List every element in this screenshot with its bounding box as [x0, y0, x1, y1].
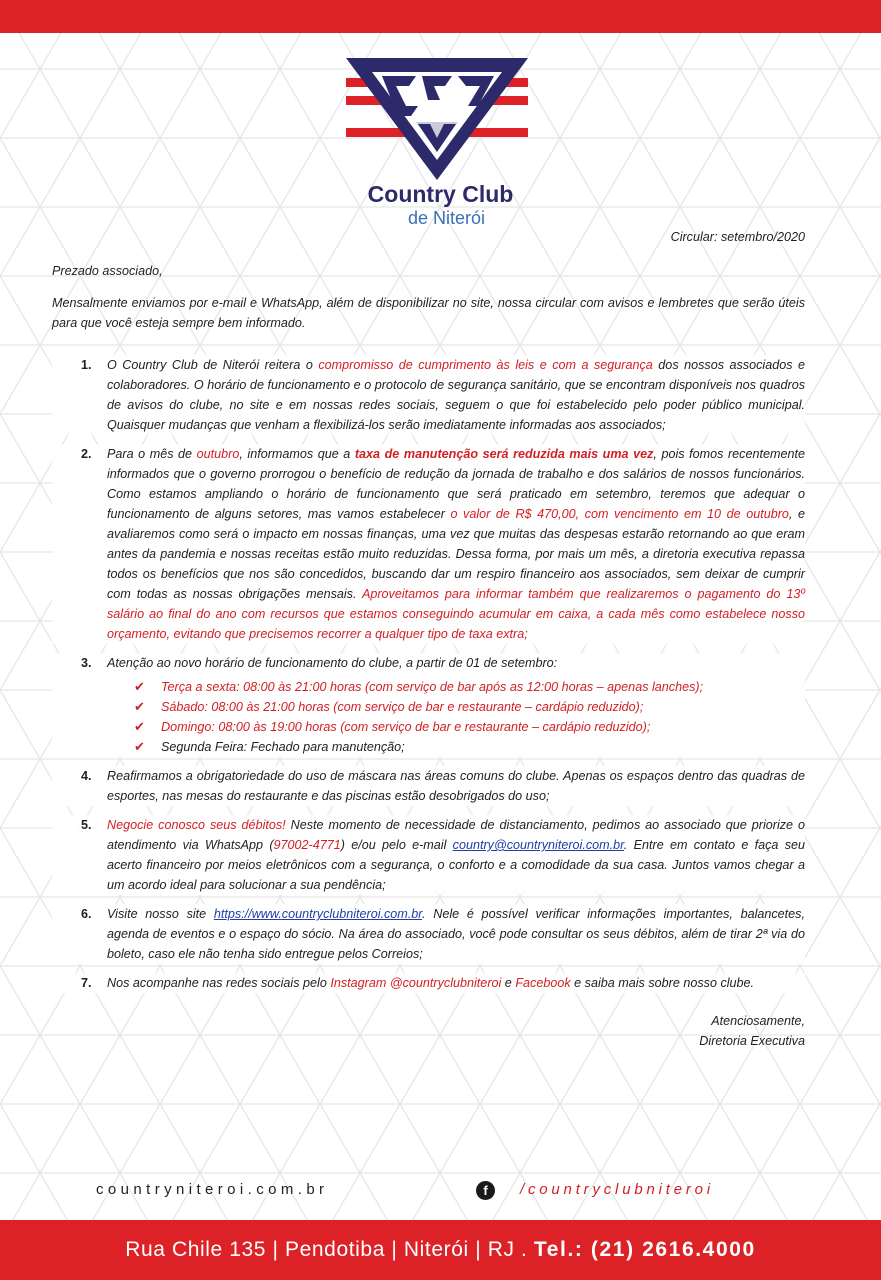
checkmark-icon: ✔: [134, 699, 145, 714]
item-highlight: outubro: [196, 447, 240, 461]
telephone: Tel.: (21) 2616.4000: [533, 1238, 756, 1261]
email-link[interactable]: country@countryniteroi.com.br: [452, 838, 624, 852]
item-number: 3.: [81, 656, 92, 670]
item-text: e saiba mais sobre nosso clube.: [570, 976, 755, 990]
checkmark-icon: ✔: [134, 679, 145, 694]
item-text: . Entre em contato e faça seu acerto financeiro por meios eletrônicos com a segurança, o conforto e a comodidade da sua casa. Juntos vamos chegar a um acordo ideal para solucionar a sua pendência;: [107, 838, 806, 892]
schedule-item: ✔ Sábado: 08:00 às 21:00 horas (com serviço de bar e restaurante – cardápio reduzido);: [134, 697, 805, 717]
whatsapp-number: 97002-4771: [273, 838, 341, 852]
item-number: 7.: [81, 976, 92, 990]
item-text: e: [501, 976, 516, 990]
notice-item-1: [52, 355, 805, 435]
notice-item-5: [52, 815, 805, 895]
item-highlight: compromisso de cumprimento às leis e com a segurança: [318, 358, 653, 372]
notice-item-2: [52, 444, 805, 644]
intro-paragraph: Mensalmente enviamos por e-mail e WhatsApp, além de disponibilizar no site, nossa circular com avisos e lembretes que serão úteis para que você esteja sempre bem informado.: [52, 296, 805, 330]
item-text: Neste momento de necessidade de distanciamento, pedimos ao associado que priorize o atendimento via WhatsApp (: [107, 818, 805, 852]
country-club-logo: [344, 52, 530, 182]
brand-name: Country Club: [367, 181, 514, 207]
item-number: 5.: [81, 818, 92, 832]
item-text: ) e/ou pelo e-mail: [340, 838, 453, 852]
address: Rua Chile 135 | Pendotiba | Niterói | RJ .: [125, 1238, 534, 1261]
instagram-handle: Instagram @countryclubniteroi: [330, 976, 502, 990]
item-text: O Country Club de Niterói reitera o: [107, 358, 319, 372]
item-text: dos nossos associados e colaboradores. O horário de funcionamento e o protocolo de segurança sanitário, que se encontram disponíveis nos quadros de avisos do clube, no site e em nossas redes sociais, seguem o que foi estabelecido pelo poder público municipal. Quaisquer mudanças que venham a flexibilizá-los serão imediatamente informadas aos associados;: [107, 358, 806, 432]
item-highlight-bold: taxa de manutenção será reduzida mais uma vez: [354, 447, 654, 461]
letter-body: [52, 227, 805, 1051]
item-number: 1.: [81, 358, 92, 372]
checkmark-icon: ✔: [134, 739, 145, 754]
item-highlight: Aproveitamos para informar também que realizaremos o pagamento do 13º salário ao final do ano com recursos que estamos conseguindo acumular em caixa, a cada mês como estabelece nosso orçamento, evitando que precisemos recorrer a qualquer tipo de taxa extra;: [107, 587, 805, 641]
item-highlight: Negocie conosco seus débitos!: [107, 818, 286, 832]
item-text: , informamos que a: [239, 447, 355, 461]
item-number: 2.: [81, 447, 92, 461]
item-highlight: o valor de R$ 470,00, com vencimento em 10 de outubro: [450, 507, 789, 521]
item-text: Para o mês de: [107, 447, 197, 461]
facebook-icon: f: [476, 1181, 495, 1200]
notice-item-6: [52, 904, 805, 964]
item-text: Nos acompanhe nas redes sociais pelo: [107, 976, 331, 990]
facebook-name: Facebook: [515, 976, 571, 990]
footer-website: countryniteroi.com.br: [96, 1181, 329, 1198]
top-red-bar: [0, 0, 881, 33]
item-text: . Nele é possível verificar informações importantes, balancetes, agenda de eventos e o espaço do sócio. Na área do associado, você pode consultar os seus débitos, além de tirar 2ª via do boleto, caso ele não tenha sido entregue pelos Correios;: [107, 907, 805, 961]
notice-item-4: [52, 766, 805, 806]
brand-subtitle: de Niterói: [407, 208, 486, 228]
bottom-address-bar: [0, 1220, 881, 1280]
signature: Diretoria Executiva: [699, 1034, 805, 1048]
item-number: 4.: [81, 769, 92, 783]
item-text: Atenção ao novo horário de funcionamento do clube, a partir de 01 de setembro:: [107, 656, 558, 670]
footer-social-handle: /countryclubniteroi: [520, 1181, 714, 1198]
schedule-item: ✔ Terça a sexta: 08:00 às 21:00 horas (com serviço de bar após as 12:00 horas – apenas lanches);: [134, 677, 805, 697]
item-text: , e avaliaremos como será o impacto em nossas finanças, uma vez que muitas das despesas estarão retornando ao que eram antes da pandemia e nossas receitas estão muito reduzidas. Dessa forma, por mais um mês, a diretoria executiva repassa todos os benefícios que nos são concedidos, buscando dar um respiro financeiro aos associados, sem deixar de cumprir com todas as nossas obrigações mensais.: [107, 507, 805, 601]
closing: Atenciosamente,: [711, 1014, 805, 1028]
signoff: [52, 1011, 805, 1051]
item-number: 6.: [81, 907, 92, 921]
item-text: , pois fomos recentemente informados que o governo prorrogou o benefício de redução da jornada de trabalho e dos salários de nossos funcionários. Como estamos ampliando o horário de funcionamento que será praticado em setembro, teremos que adequar o funcionamento de alguns setores, mas vamos estabelecer: [107, 447, 805, 521]
item-text: Visite nosso site: [107, 907, 214, 921]
notice-item-3: [52, 653, 805, 757]
address-line: [125, 1238, 756, 1262]
schedule-item: ✔ Domingo: 08:00 às 19:00 horas (com serviço de bar e restaurante – cardápio reduzido);: [134, 717, 805, 737]
schedule-item: ✔ Segunda Feira: Fechado para manutenção;: [134, 737, 805, 757]
notice-list: [52, 355, 805, 993]
item-text: Reafirmamos a obrigatoriedade do uso de máscara nas áreas comuns do clube. Apenas os espaços dentro das quadras de esportes, nas mesas do restaurante e das piscinas estão desobrigados do uso;: [107, 769, 805, 803]
checkmark-icon: ✔: [134, 719, 145, 734]
notice-item-7: [52, 973, 805, 993]
website-link[interactable]: https://www.countryclubniteroi.com.br: [213, 907, 423, 921]
circular-date: Circular: setembro/2020: [670, 230, 805, 244]
greeting: Prezado associado,: [52, 264, 163, 278]
schedule-list: [107, 677, 805, 757]
